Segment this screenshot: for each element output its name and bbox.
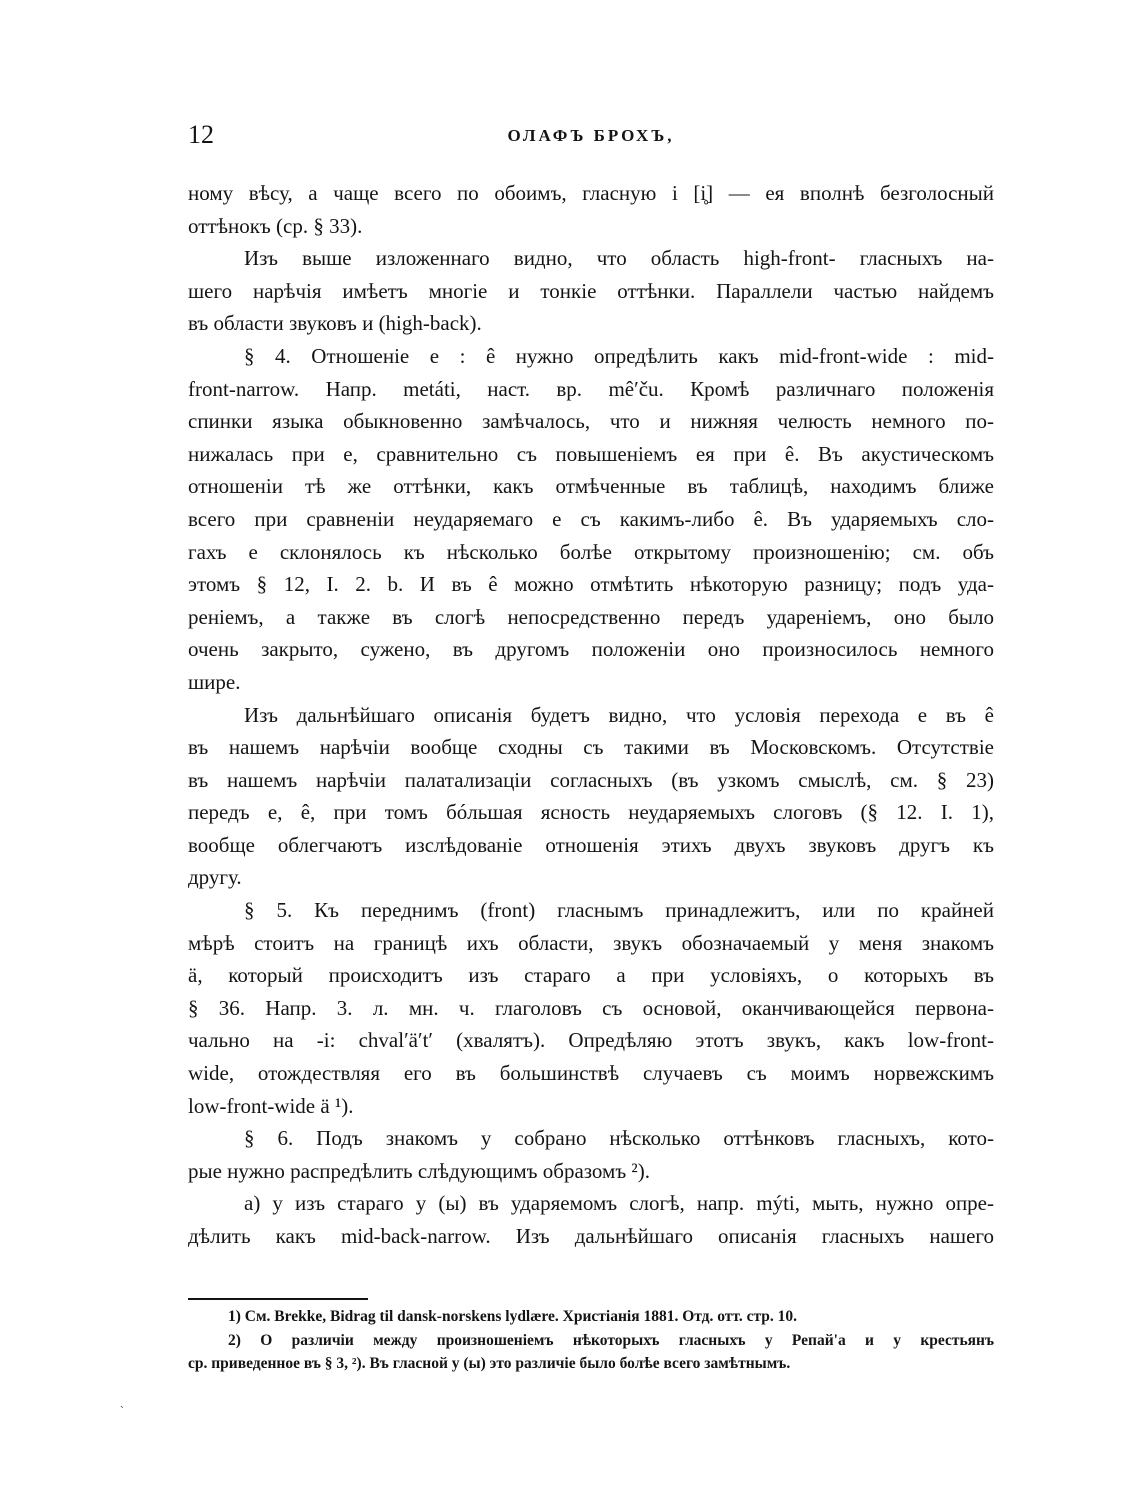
text-line: рые нужно распредѣлить слѣдующимъ образомъ ²). [188,1158,650,1183]
text-line: въ области звуковъ и (high-back). [188,311,482,336]
footnote-rule [188,1298,368,1300]
text-line: § 5. Къ переднимъ (front) гласнымъ принадлежитъ, или по крайней [244,898,994,923]
footnote-line: ср. приведенное въ § 3, ²). Въ гласной у (ы) это различіе было болѣе всего замѣтнымъ. [188,1355,791,1372]
text-line: мѣрѣ стоитъ на границѣ ихъ области, звукъ обозначаемый у меня знакомъ [188,930,994,955]
text-line: Изъ дальнѣйшаго описанія будетъ видно, что условія перехода е въ ê [244,702,994,727]
text-line: оттѣнокъ (ср. § 33). [188,213,363,238]
footnote-line: 2) О различіи между произношеніемъ нѣкоторыхъ гласныхъ у Репай'а и у крестьянъ [228,1331,994,1349]
text-line: ному вѣсу, а чаще всего по обоимъ, гласную і [i̥] — ея вполнѣ безголосный [188,181,994,205]
text-line: чально на -і: chval′ä′t′ (хвалятъ). Опредѣляю этотъ звукъ, какъ low-front- [188,1028,994,1053]
text-line: спинки языка обыкновенно замѣчалось, что и нижняя челюсть немного по- [188,409,994,434]
text-line: шире. [188,669,241,694]
text-line: другу. [188,865,242,890]
text-line: а) у изъ стараго у (ы) въ ударяемомъ слогѣ, напр. mýti, мыть, нужно опре- [244,1191,994,1216]
text-line: § 36. Напр. 3. л. мн. ч. глаголовъ съ основой, оканчивающейся первона- [188,995,994,1020]
margin-mark: ˴ [120,1398,124,1412]
text-line: ä, который происходитъ изъ стараго а при условіяхъ, о которыхъ въ [188,963,994,988]
text-line: § 4. Отношеніе е : ê нужно опредѣлить какъ mid-front-wide : mid- [244,343,994,368]
text-line: въ нашемъ нарѣчіи вообще сходны съ такими въ Московскомъ. Отсутствіе [188,735,994,760]
text-line: § 6. Подъ знакомъ у собрано нѣсколько оттѣнковъ гласныхъ, кото- [244,1126,994,1151]
body-text [188,177,994,1253]
text-line: front-narrow. Напр. metáti, наст. вр. mê′ču. Кромѣ различнаго положенія [188,376,994,401]
running-head: ОЛАФЪ БРОХЪ, [507,126,675,145]
page-header [188,120,994,156]
text-line: Изъ выше изложеннаго видно, что область high-front- гласныхъ на- [244,246,994,271]
text-line: очень закрыто, сужено, въ другомъ положеніи оно произносилось немного [188,637,994,662]
text-line: всего при сравненіи неударяемаго е съ какимъ-либо ê. Въ ударяемыхъ сло- [188,506,994,531]
text-line: вообще облегчаютъ изслѣдованіе отношенія этихъ двухъ звуковъ другъ къ [188,832,994,857]
footnotes [188,1305,994,1376]
text-line: гахъ е склонялось къ нѣсколько болѣе открытому произношенію; см. объ [188,539,994,564]
text-line: отношеніи тѣ же оттѣнки, какъ отмѣченные въ таблицѣ, находимъ ближе [188,474,994,499]
text-line: въ нашемъ нарѣчіи палатализаціи согласныхъ (въ узкомъ смыслѣ, см. § 23) [188,767,994,792]
text-line: нижалась при е, сравнительно съ повышеніемъ ея при ê. Въ акустическомъ [188,441,994,466]
text-line: low-front-wide ä ¹). [188,1093,354,1118]
footnote-line: 1) См. Brekke, Bidrag til dansk-norskens lydlære. Христіанія 1881. Отд. отт. стр. 10. [228,1308,798,1325]
text-line: wide, отождествляя его въ большинствѣ случаевъ съ моимъ норвежскимъ [188,1061,994,1086]
text-line: дѣлить какъ mid-back-narrow. Изъ дальнѣйшаго описанія гласныхъ нашего [188,1224,994,1248]
text-line: этомъ § 12, I. 2. b. И въ ê можно отмѣтить нѣкоторую разницу; подъ уда- [188,572,994,597]
page-number: 12 [188,120,214,149]
text-line: шего нарѣчія имѣетъ многіе и тонкіе оттѣнки. Параллели частью найдемъ [188,278,994,303]
text-line: реніемъ, а также въ слогѣ непосредственно передъ удареніемъ, оно было [188,604,994,629]
text-line: передъ е, ê, при томъ бóльшая ясность неударяемыхъ слоговъ (§ 12. I. 1), [188,800,994,825]
